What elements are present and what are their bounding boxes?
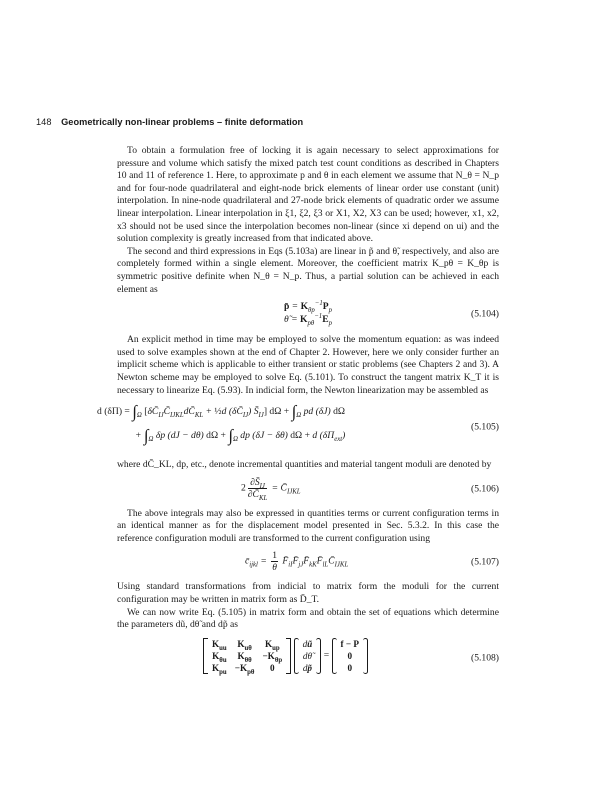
tangent-matrix: $K_{uu}$ $K_{u\theta}$ $K_{up}$ $K_{\theta u}$ $K_{\theta\theta}$ $-K_{\theta p}$ $K_{pu}$ $-K_{p\theta}$ 0 [203, 638, 291, 674]
equation-number-5-105: (5.105) [471, 421, 499, 433]
page-body [97, 145, 499, 685]
paragraph-3: An explicit method in time may be employed to solve the momentum equation: as was indeed used to solve examples shown at the end of Chapter 2. However, here we only consider further an implicit scheme which is applicable to either transient or static problems (see Chapters 2 and 3). A Newton scheme may be employed to solve Eq. (5.101). To construct the tangent matrix K_T it is necessary to linearize Eq. (5.93). In indicial form, the Newton linearization may be assembled as [117, 334, 499, 396]
equation-5-107 [117, 550, 499, 576]
equation-5-108-body: $K_{uu}$ $K_{u\theta}$ $K_{up}$ $K_{\theta u}$ $K_{\theta\theta}$ $-K_{\theta p}$ $K_{pu}$ $-K_{p\theta}$ 0 dũ dθ̃ dp̃ = f − P 0 0 [203, 638, 368, 674]
equation-5-106-body: 2 $\frac{\partial S̄_{IJ}}{\partial C̄_{KL}}$ = $C̄_{IJKL}$ [241, 476, 301, 502]
increment-vector: dũ dθ̃ dp̃ [294, 638, 322, 674]
equation-5-107-body: $c̄_{ijkl}$ = $\frac{1}{\theta}$ $F̄_{iI}F̄_{jJ}F̄_{kK}F̄_{lL}C̄_{IJKL}$ [245, 550, 349, 574]
equation-5-108 [117, 638, 499, 680]
running-title: Geometrically non-linear problems – finite deformation [61, 117, 304, 127]
paragraph-7: We can now write Eq. (5.105) in matrix form and obtain the set of equations which determine the parameters dũ, dθ̃ and dp̃ as [117, 606, 499, 631]
equation-number-5-106: (5.106) [471, 483, 499, 495]
equation-5-104 [117, 301, 499, 329]
paragraph-1: To obtain a formulation free of locking it is again necessary to select approximations for pressure and volume which satisfy the mixed patch test count conditions as described in Chapters 10 and 11 of reference 1. Here, to approximate p and θ in each element we assume that N_θ = N_p and for four-node quadrilateral and eight-node brick elements of linear order use constant (unit) interpolation. In nine-node quadrilateral and 27-node brick elements of quadratic order we assume linear interpolation. Linear interpolation in ξ1, ξ2, ξ3 or X1, X2, X3 can be used; however, x1, x2, x3 should not be used since the interpolation becomes non-linear (since xi depend on ui) and the solution complexity is greatly increased from that indicated above. [117, 145, 499, 245]
equation-number-5-104: (5.104) [471, 308, 499, 320]
paragraph-6: Using standard transformations from indicial to matrix form the moduli for the current configuration may be written in matrix form as D̄_T. [117, 581, 499, 606]
equation-5-104-body: p̃ = $K_{\theta p}^{-1}P_p$ θ̃ = $K_{p\theta}^{-1}E_p$ [283, 299, 333, 327]
residual-vector: f − P 0 0 [332, 638, 369, 674]
running-header [36, 117, 303, 127]
equation-number-5-107: (5.107) [471, 557, 499, 569]
equation-5-105 [97, 402, 499, 454]
paragraph-4: where dC̄_KL, dp, etc., denote incremental quantities and material tangent moduli are denoted by [117, 459, 492, 471]
paragraph-2: The second and third expressions in Eqs (5.103a) are linear in p̃ and θ̃, respectively, and also are completely formed within a single element. Moreover, the coefficient matrix K_pθ = K_θp is symmetric positive definite when N_θ = N_p. Thus, a partial solution can be achieved in each element as [117, 245, 499, 295]
paragraph-5: The above integrals may also be expressed in quantities terms or current configuration terms in an identical manner as for the displacement model presented in Sec. 5.3.2. In this case the reference configuration moduli are transformed to the current configuration using [117, 507, 499, 544]
equation-5-105-line-2: + $\int_\Omega$ δp (dJ − dθ) $d\Omega + \int_\Omega$ dp (δJ − δθ) dΩ + d $(\delta\Pi_{ext})$ [135, 426, 346, 446]
equation-number-5-108: (5.108) [471, 652, 499, 664]
equation-5-105-line-1: d $(\delta\Pi) = \int_\Omega$ [$\delta C̄_{IJ}C̄_{IJKL}dC̄_{KL}$ + ½d $(\delta C̄_{IJ})$ $S̄_{IJ}$] $d\Omega + \int_\Omega$ pd (δJ) dΩ [97, 402, 346, 422]
equation-5-106 [117, 477, 499, 503]
page-number: 148 [36, 117, 52, 127]
